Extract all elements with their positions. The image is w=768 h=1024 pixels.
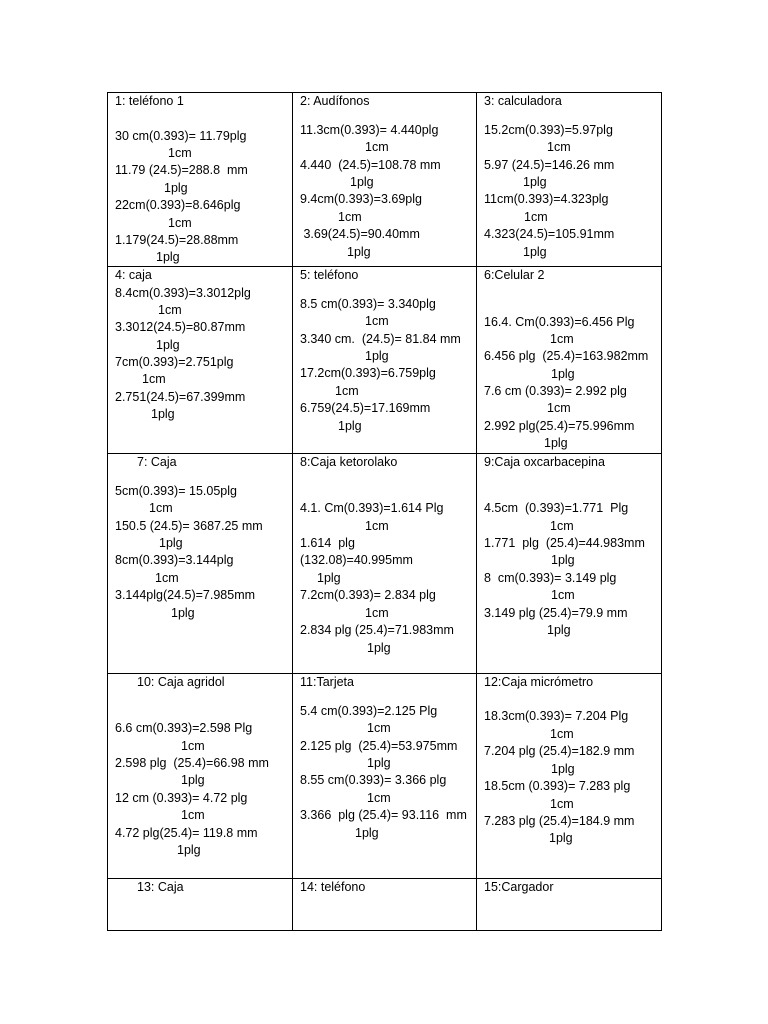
cell-9 xyxy=(477,454,662,674)
unit-line: 1cm xyxy=(547,401,571,415)
unit-line: 1cm xyxy=(367,721,391,735)
unit-line: 1plg xyxy=(177,843,201,857)
unit-line: 1plg xyxy=(317,571,341,585)
unit-line: 1cm xyxy=(551,588,575,602)
formula-line: 8 cm(0.393)= 3.149 plg xyxy=(484,571,617,585)
formula-line: 2.992 plg(25.4)=75.996mm xyxy=(484,419,635,433)
unit-line: 1cm xyxy=(550,519,574,533)
unit-line: 1plg xyxy=(551,762,575,776)
formula-line: 3.69(24.5)=90.40mm xyxy=(300,227,420,241)
formula-line: 7.283 plg (25.4)=184.9 mm xyxy=(484,814,635,828)
unit-line: 1plg xyxy=(338,419,362,433)
unit-line: 1cm xyxy=(149,501,173,515)
unit-line: 1plg xyxy=(544,436,568,450)
formula-line: 1.614 plg xyxy=(300,536,355,550)
unit-line: 1cm xyxy=(367,791,391,805)
unit-line: 1plg xyxy=(355,826,379,840)
formula-line: 2.751(24.5)=67.399mm xyxy=(115,390,246,404)
unit-line: 1plg xyxy=(156,338,180,352)
formula-line: 6.456 plg (25.4)=163.982mm xyxy=(484,349,649,363)
formula-line: 5cm(0.393)= 15.05plg xyxy=(115,484,237,498)
unit-line: 1plg xyxy=(551,553,575,567)
unit-line: 1plg xyxy=(350,175,374,189)
unit-line: 1cm xyxy=(365,314,389,328)
formula-line: 8.5 cm(0.393)= 3.340plg xyxy=(300,297,436,311)
formula-line: 150.5 (24.5)= 3687.25 mm xyxy=(115,519,263,533)
formula-line: 1.179(24.5)=28.88mm xyxy=(115,233,239,247)
unit-line: 1plg xyxy=(523,175,547,189)
cell-15 xyxy=(477,879,662,931)
unit-line: 1cm xyxy=(168,146,192,160)
formula-line: 7cm(0.393)=2.751plg xyxy=(115,355,234,369)
unit-line: 1cm xyxy=(158,303,182,317)
unit-line: 1plg xyxy=(156,250,180,264)
formula-line: 30 cm(0.393)= 11.79plg xyxy=(115,129,247,143)
unit-line: 1plg xyxy=(523,245,547,259)
unit-line: 1cm xyxy=(547,140,571,154)
cell-10 xyxy=(108,674,293,879)
cell-title: 12:Caja micrómetro xyxy=(484,675,594,689)
cell-13 xyxy=(108,879,293,931)
unit-line: 1plg xyxy=(367,756,391,770)
unit-line: 1plg xyxy=(365,349,389,363)
unit-line: 1cm xyxy=(155,571,179,585)
formula-line: 2.834 plg (25.4)=71.983mm xyxy=(300,623,454,637)
formula-line: 11cm(0.393)=4.323plg xyxy=(484,192,609,206)
unit-line: 1cm xyxy=(550,797,574,811)
conversion-table xyxy=(107,92,662,931)
cell-5 xyxy=(293,267,477,454)
cell-2 xyxy=(293,93,477,267)
cell-1 xyxy=(108,93,293,267)
unit-line: 1plg xyxy=(151,407,175,421)
unit-line: 1plg xyxy=(549,831,573,845)
cell-3 xyxy=(477,93,662,267)
cell-title: 10: Caja agridol xyxy=(137,675,225,689)
formula-line: 4.5cm (0.393)=1.771 Plg xyxy=(484,501,629,515)
cell-title: 4: caja xyxy=(115,268,152,282)
formula-line: 4.323(24.5)=105.91mm xyxy=(484,227,615,241)
formula-line: 4.72 plg(25.4)= 119.8 mm xyxy=(115,826,258,840)
formula-line: 7.2cm(0.393)= 2.834 plg xyxy=(300,588,436,602)
unit-line: 1plg xyxy=(547,623,571,637)
cell-title: 7: Caja xyxy=(137,455,177,469)
formula-line: 15.2cm(0.393)=5.97plg xyxy=(484,123,613,137)
formula-line: 2.598 plg (25.4)=66.98 mm xyxy=(115,756,269,770)
unit-line: 1plg xyxy=(164,181,188,195)
formula-line: 2.125 plg (25.4)=53.975mm xyxy=(300,739,458,753)
cell-8 xyxy=(293,454,477,674)
unit-line: 1cm xyxy=(181,808,205,822)
cell-title: 15:Cargador xyxy=(484,880,554,894)
cell-11 xyxy=(293,674,477,879)
formula-line: 18.3cm(0.393)= 7.204 Plg xyxy=(484,709,629,723)
formula-line: 6.759(24.5)=17.169mm xyxy=(300,401,431,415)
formula-line: 8.55 cm(0.393)= 3.366 plg xyxy=(300,773,447,787)
unit-line: 1plg xyxy=(171,606,195,620)
unit-line: 1plg xyxy=(551,367,575,381)
unit-line: 1plg xyxy=(347,245,371,259)
formula-line: 6.6 cm(0.393)=2.598 Plg xyxy=(115,721,253,735)
formula-line: 4.440 (24.5)=108.78 mm xyxy=(300,158,441,172)
unit-line: 1plg xyxy=(367,641,391,655)
unit-line: 1plg xyxy=(159,536,183,550)
formula-line: 1.771 plg (25.4)=44.983mm xyxy=(484,536,645,550)
formula-line: 3.149 plg (25.4)=79.9 mm xyxy=(484,606,628,620)
formula-line: 16.4. Cm(0.393)=6.456 Plg xyxy=(484,315,635,329)
cell-title: 13: Caja xyxy=(137,880,184,894)
formula-line: 9.4cm(0.393)=3.69plg xyxy=(300,192,422,206)
unit-line: 1cm xyxy=(142,372,166,386)
cell-14 xyxy=(293,879,477,931)
formula-line: 11.79 (24.5)=288.8 mm xyxy=(115,163,248,177)
formula-line: 5.4 cm(0.393)=2.125 Plg xyxy=(300,704,438,718)
unit-line: 1cm xyxy=(550,332,574,346)
unit-line: 1cm xyxy=(550,727,574,741)
formula-line: 12 cm (0.393)= 4.72 plg xyxy=(115,791,248,805)
formula-line: 7.204 plg (25.4)=182.9 mm xyxy=(484,744,635,758)
unit-line: 1cm xyxy=(365,140,389,154)
unit-line: 1plg xyxy=(181,773,205,787)
cell-title: 3: calculadora xyxy=(484,94,562,108)
formula-line: (132.08)=40.995mm xyxy=(300,553,413,567)
formula-line: 8cm(0.393)=3.144plg xyxy=(115,553,234,567)
unit-line: 1cm xyxy=(365,606,389,620)
cell-title: 6:Celular 2 xyxy=(484,268,545,282)
formula-line: 3.366 plg (25.4)= 93.116 mm xyxy=(300,808,467,822)
unit-line: 1cm xyxy=(181,739,205,753)
cell-12 xyxy=(477,674,662,879)
cell-title: 1: teléfono 1 xyxy=(115,94,184,108)
cell-title: 11:Tarjeta xyxy=(300,675,354,689)
unit-line: 1cm xyxy=(168,216,192,230)
cell-title: 8:Caja ketorolako xyxy=(300,455,398,469)
cell-4 xyxy=(108,267,293,454)
cell-title: 2: Audífonos xyxy=(300,94,370,108)
cell-title: 14: teléfono xyxy=(300,880,366,894)
formula-line: 22cm(0.393)=8.646plg xyxy=(115,198,241,212)
formula-line: 4.1. Cm(0.393)=1.614 Plg xyxy=(300,501,444,515)
unit-line: 1cm xyxy=(524,210,548,224)
unit-line: 1cm xyxy=(338,210,362,224)
cell-7 xyxy=(108,454,293,674)
formula-line: 3.3012(24.5)=80.87mm xyxy=(115,320,246,334)
cell-title: 5: teléfono xyxy=(300,268,359,282)
formula-line: 7.6 cm (0.393)= 2.992 plg xyxy=(484,384,627,398)
formula-line: 17.2cm(0.393)=6.759plg xyxy=(300,366,436,380)
formula-line: 11.3cm(0.393)= 4.440plg xyxy=(300,123,439,137)
cell-title: 9:Caja oxcarbacepina xyxy=(484,455,605,469)
formula-line: 3.340 cm. (24.5)= 81.84 mm xyxy=(300,332,461,346)
formula-line: 18.5cm (0.393)= 7.283 plg xyxy=(484,779,631,793)
formula-line: 8.4cm(0.393)=3.3012plg xyxy=(115,286,251,300)
unit-line: 1cm xyxy=(365,519,389,533)
formula-line: 5.97 (24.5)=146.26 mm xyxy=(484,158,615,172)
unit-line: 1cm xyxy=(335,384,359,398)
formula-line: 3.144plg(24.5)=7.985mm xyxy=(115,588,256,602)
cell-6 xyxy=(477,267,662,454)
